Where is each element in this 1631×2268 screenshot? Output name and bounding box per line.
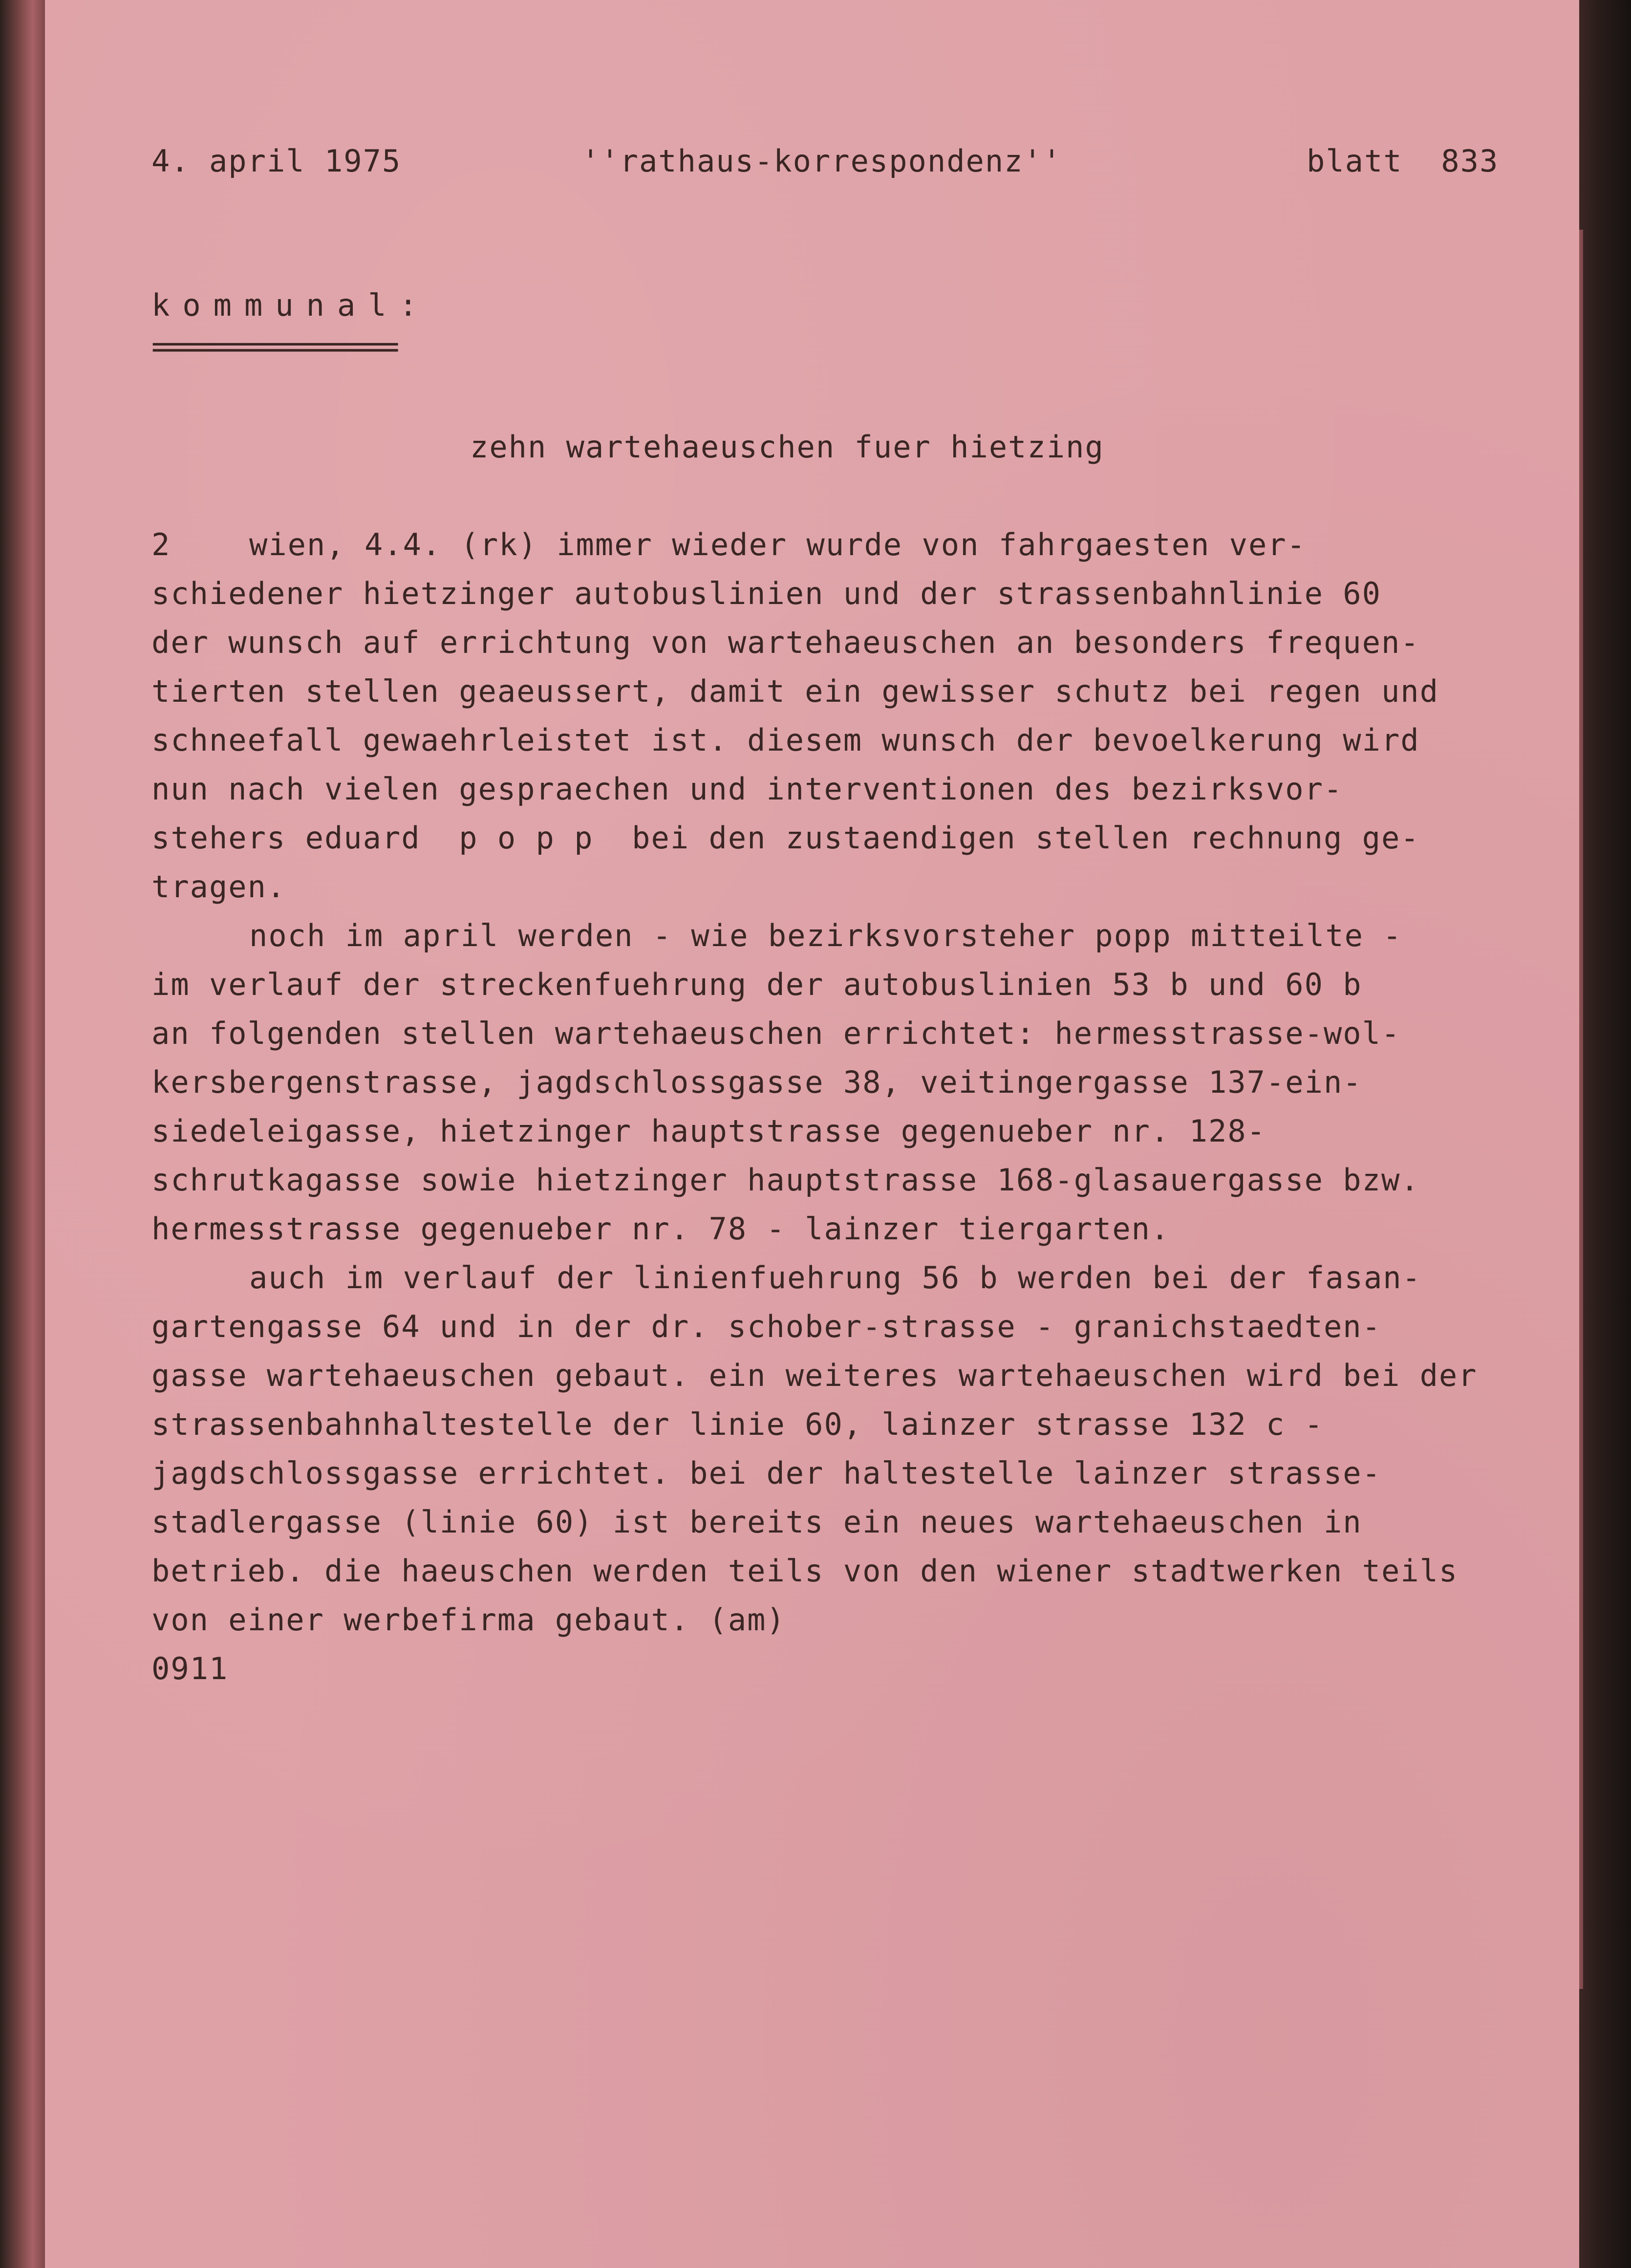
body-line-3: der wunsch auf errichtung von wartehaeuschen an besonders frequen- [151, 625, 1420, 660]
header-date: 4. april 1975 [151, 143, 402, 179]
body-line-7: stehers eduard p o p p bei den zustaendigen stellen rechnung ge- [151, 820, 1420, 856]
body-line-11: an folgenden stellen wartehaeuschen errichtet: hermesstrasse-wol- [151, 1015, 1401, 1051]
body-line-2: schiedener hietzinger autobuslinien und der strassenbahnlinie 60 [151, 576, 1381, 611]
header-publication: ''rathaus-korrespondenz'' [581, 143, 1062, 179]
body-line-13: siedeleigasse, hietzinger hauptstrasse gegenueber nr. 128- [151, 1113, 1266, 1149]
article-title: zehn wartehaeuschen fuer hietzing [470, 429, 1104, 465]
body-line-16: auch im verlauf der linienfuehrung 56 b werden bei der fasan- [249, 1260, 1421, 1296]
body-line-23: von einer werbefirma gebaut. (am) [151, 1602, 786, 1638]
body-line-21: stadlergasse (linie 60) ist bereits ein neues wartehaeuschen in [151, 1504, 1362, 1540]
body-line-9: noch im april werden - wie bezirksvorsteher popp mitteilte - [249, 918, 1402, 953]
header-sheet-number: blatt 833 [1307, 143, 1499, 179]
body-line-1: 2 wien, 4.4. (rk) immer wieder wurde von fahrgaesten ver- [151, 520, 1568, 569]
paragraph-number: 2 [151, 527, 171, 562]
body-line-12: kersbergenstrasse, jagdschlossgasse 38, veitingergasse 137-ein- [151, 1064, 1362, 1100]
typewritten-sheet [45, 0, 1579, 2268]
body-line-19: strassenbahnhaltestelle der linie 60, lainzer strasse 132 c - [151, 1406, 1324, 1442]
body-line-8: tragen. [151, 869, 286, 905]
binding-edge [0, 0, 46, 2268]
body-line-14: schrutkagasse sowie hietzinger hauptstrasse 168-glasauergasse bzw. [151, 1162, 1420, 1198]
section-underline: ================ [151, 328, 397, 364]
body-line-6: nun nach vielen gespraechen und interventionen des bezirksvor- [151, 771, 1343, 807]
body-line-17: gartengasse 64 und in der dr. schober-strasse - granichstaedten- [151, 1309, 1381, 1344]
body-line-20: jagdschlossgasse errichtet. bei der haltestelle lainzer strasse- [151, 1455, 1381, 1491]
body-line-10: im verlauf der streckenfuehrung der autobuslinien 53 b und 60 b [151, 967, 1362, 1002]
body-line-22: betrieb. die haeuschen werden teils von den wiener stadtwerken teils [151, 1553, 1459, 1589]
body-line-18: gasse wartehaeuschen gebaut. ein weiteres wartehaeuschen wird bei der [151, 1358, 1478, 1393]
body-line-5: schneefall gewaehrleistet ist. diesem wunsch der bevoelkerung wird [151, 722, 1420, 758]
article-body [151, 520, 1568, 1693]
document-code: 0911 [151, 1651, 229, 1686]
section-heading: kommunal: [151, 287, 430, 323]
body-line-15: hermesstrasse gegenueber nr. 78 - lainzer tiergarten. [151, 1211, 1170, 1247]
body-line-4: tierten stellen geaeussert, damit ein gewisser schutz bei regen und [151, 673, 1439, 709]
